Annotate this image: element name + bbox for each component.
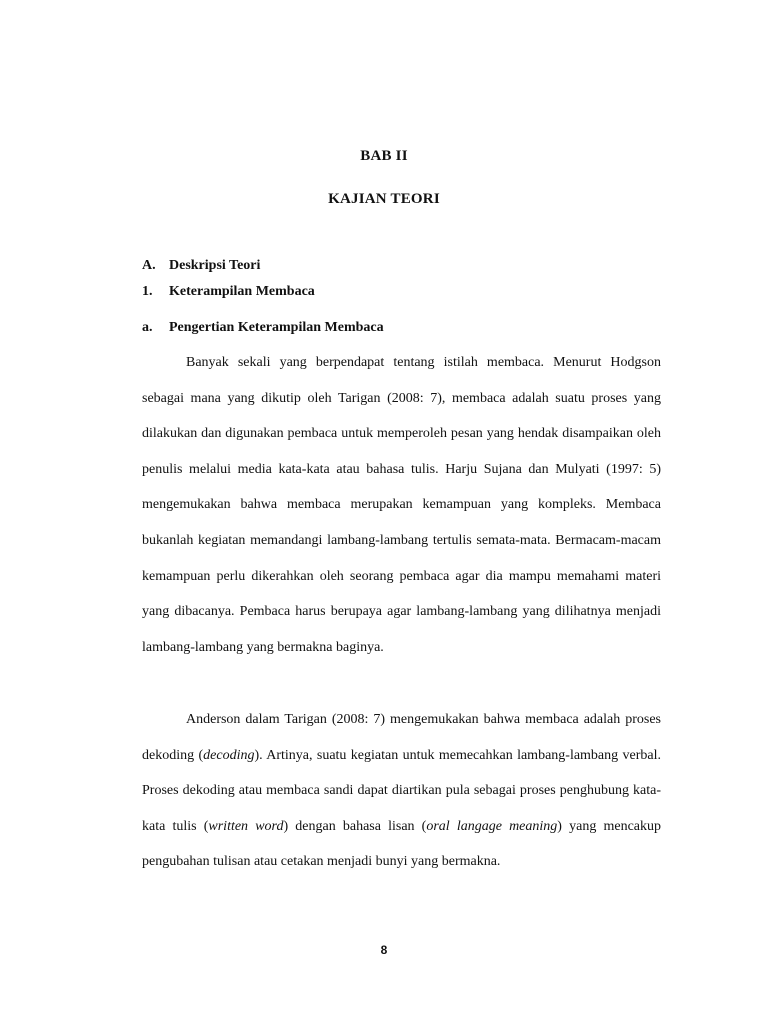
page-number: 8 xyxy=(380,943,388,957)
italic-term: decoding xyxy=(203,747,255,763)
section-heading-1 xyxy=(142,284,315,300)
section-title: Keterampilan Membaca xyxy=(169,284,315,299)
paragraph-text: Anderson dalam Tarigan (2008: 7) mengemukakan bahwa membaca adalah proses dekoding ( xyxy=(142,712,661,763)
paragraph-text: ). Artinya, suatu kegiatan untuk memecahkan lambang-lambang verbal. Proses dekoding atau membaca sandi dapat diartikan pula sebagai proses penghubung kata-kata tulis ( xyxy=(142,747,662,834)
italic-term: oral langage meaning xyxy=(426,818,558,834)
section-marker: 1. xyxy=(142,284,153,299)
italic-term: written word xyxy=(208,818,284,834)
section-heading-a xyxy=(142,258,260,274)
section-title: Deskripsi Teori xyxy=(169,258,261,273)
chapter-title: KAJIAN TEORI xyxy=(328,191,440,207)
subsection-heading-a xyxy=(142,320,384,336)
paragraph-text: ) dengan bahasa lisan ( xyxy=(283,818,427,834)
section-marker: a. xyxy=(142,320,153,335)
paragraph-text: ) yang mencakup pengubahan tulisan atau cetakan menjadi bunyi yang bermakna. xyxy=(142,818,661,870)
paragraph: Banyak sekali yang berpendapat tentang istilah membaca. Menurut Hodgson sebagai mana yang dikutip oleh Tarigan (2008: 7), membaca adalah suatu proses yang dilakukan dan digunakan pembaca untuk memperoleh pesan yang hendak disampaikan oleh penulis melalui media kata-kata atau bahasa tulis. Harju Sujana dan Mulyati (1997: 5) mengemukakan bahwa membaca merupakan kemampuan yang kompleks. Membaca bukanlah kegiatan memandangi lambang-lambang tertulis semata-mata. Bermacam-macam kemampuan perlu dikerahkan oleh seorang pembaca agar dia mampu memahami materi yang dibacanya. Pembaca harus berupaya agar lambang-lambang yang dilihatnya menjadi lambang-lambang yang bermakna baginya. xyxy=(142,355,661,655)
chapter-number: BAB II xyxy=(360,148,408,164)
section-marker: A. xyxy=(142,258,156,273)
section-title: Pengertian Keterampilan Membaca xyxy=(169,320,384,335)
paragraph xyxy=(142,702,661,880)
